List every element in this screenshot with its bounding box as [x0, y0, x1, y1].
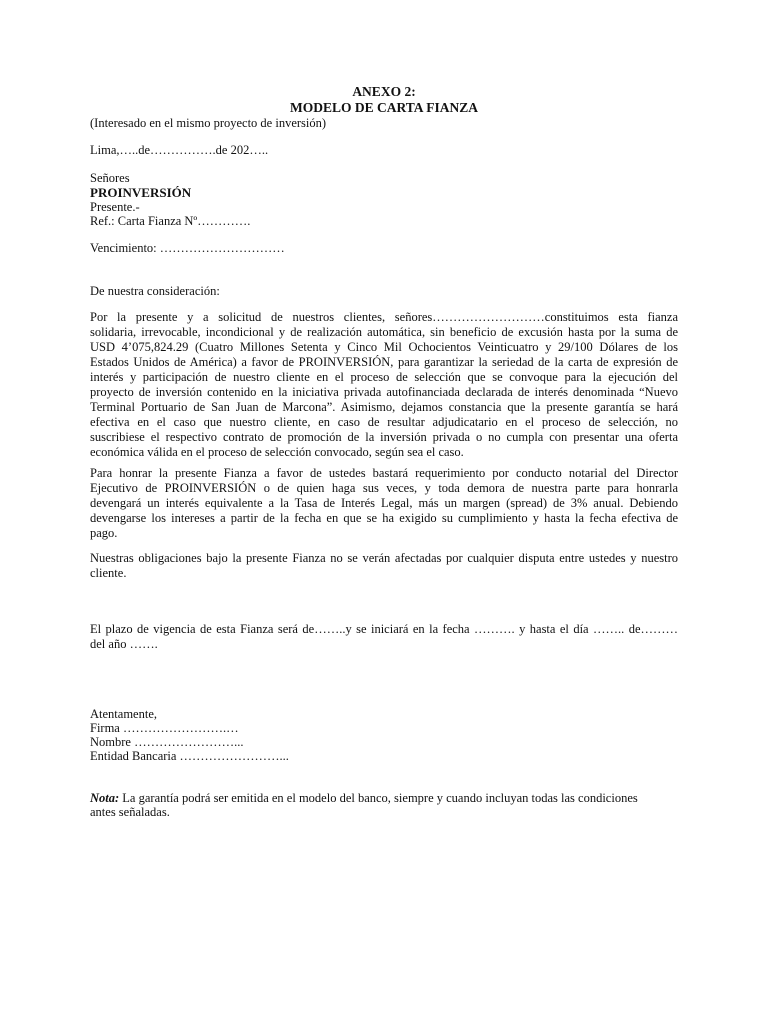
vencimiento-line: Vencimiento: …………………………: [90, 241, 285, 255]
closing-nombre: Nombre ……………………...: [90, 735, 244, 749]
paragraph-line: del año …….: [90, 637, 158, 651]
paragraph-line: Nuestras obligaciones bajo la presente Fianza no se verán afectadas por cualquier disputa entre ustedes y nuestro: [90, 551, 678, 565]
addressee-entity: PROINVERSIÓN: [90, 185, 192, 200]
nota-line: [90, 791, 638, 806]
paragraph-line: Estados Unidos de América) a favor de PROINVERSIÓN, para garantizar la seriedad de la carta de expresión de: [90, 355, 678, 369]
closing-atentamente: Atentamente,: [90, 707, 157, 721]
paragraph-line: Para honrar la presente Fianza a favor de ustedes bastará requerimiento por conducto notarial del Director: [90, 466, 678, 480]
salutation: Señores: [90, 171, 130, 185]
paragraph-line: cliente.: [90, 566, 127, 580]
document-note: (Interesado en el mismo proyecto de inversión): [90, 116, 327, 130]
document-subtitle: MODELO DE CARTA FIANZA: [290, 100, 478, 115]
paragraph-obligations: [90, 551, 678, 581]
paragraph-line: devengarse los intereses a partir de la fecha en que se ha exigido su cumplimiento y hasta la fecha efectiva de: [90, 511, 678, 525]
paragraph-honor: [90, 466, 678, 541]
paragraph-line: USD 4’075,824.29 (Cuatro Millones Setenta y Cinco Mil Ochocientos Veinticuatro y 29/100 Dólares de los: [90, 340, 678, 354]
paragraph-line: interés y participación de nuestro cliente en el proceso de selección que se convoque para la ejecución del: [90, 370, 678, 384]
paragraph-line: efectiva en el caso que nuestro cliente, en caso de resultar adjudicatario en el proceso de selección, no: [90, 415, 678, 429]
paragraph-line: económica válida en el proceso de selección convocado, según sea el caso.: [90, 445, 464, 459]
closing-entidad-bancaria: Entidad Bancaria ……………………...: [90, 749, 289, 763]
paragraph-line: suscribiese el respectivo contrato de promoción de la inversión privada o no cumpla con presentar una oferta: [90, 430, 678, 444]
paragraph-term: [90, 622, 678, 652]
date-line: Lima,…..de…………….de 202…..: [90, 143, 269, 157]
paragraph-line: devengará un interés equivalente a la Tasa de Interés Legal, más un margen (spread) de 3% anual. Debiendo: [90, 496, 678, 510]
greeting: De nuestra consideración:: [90, 284, 220, 298]
paragraph-line: Por la presente y a solicitud de nuestros clientes, señores………………………constituimos esta fianza: [90, 310, 678, 324]
paragraph-line: Terminal Portuario de San Juan de Marcona”. Asimismo, dejamos constancia que la presente garantía se hará: [90, 400, 678, 414]
closing-firma: Firma …………………….…: [90, 721, 239, 735]
nota-line-2: antes señaladas.: [90, 805, 170, 819]
paragraph-line: Ejecutivo de PROINVERSIÓN o de quien haga sus veces, y toda demora de nuestra parte para honrarla: [90, 481, 678, 495]
paragraph-guarantee: [90, 310, 678, 460]
paragraph-line: solidaria, irrevocable, incondicional y de realización automática, sin beneficio de excusión hasta por la suma de: [90, 325, 678, 339]
paragraph-line: pago.: [90, 526, 118, 540]
paragraph-line: El plazo de vigencia de esta Fianza será de……..y se iniciará en la fecha ………. y hasta el día …….. de………: [90, 622, 678, 636]
reference-line: Ref.: Carta Fianza Nº………….: [90, 214, 251, 228]
nota-label: Nota:: [90, 791, 120, 805]
nota-text: La garantía podrá ser emitida en el modelo del banco, siempre y cuando incluyan todas las condiciones: [119, 791, 638, 805]
document-title: ANEXO 2:: [352, 84, 416, 99]
presente-line: Presente.-: [90, 200, 140, 214]
paragraph-line: proyecto de inversión contenido en la iniciativa privada autofinanciada declarada de interés denominada “Nuevo: [90, 385, 678, 399]
